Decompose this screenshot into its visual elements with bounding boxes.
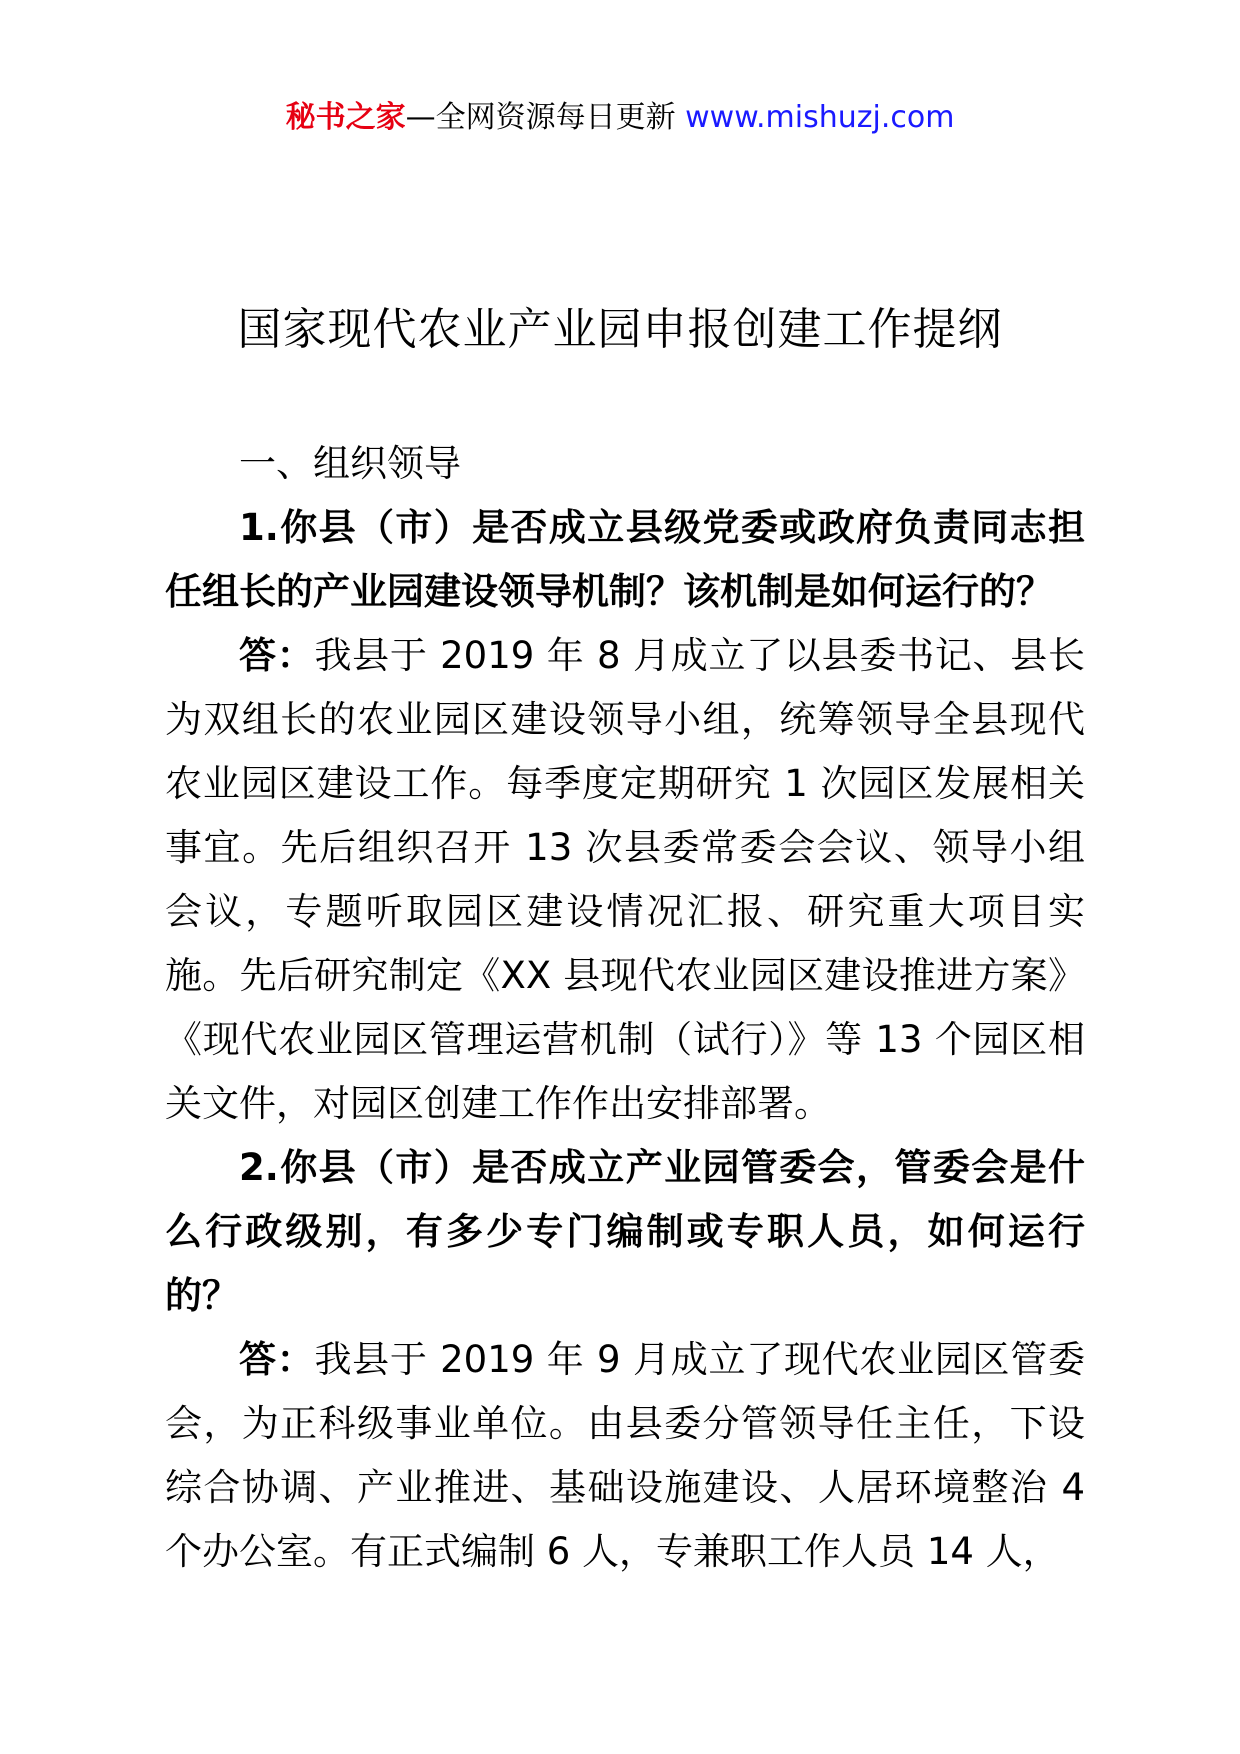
answer-label: 答： (239, 634, 315, 677)
question-2: 2.你县（市）是否成立产业园管委会，管委会是什么行政级别，有多少专门编制或专职人员，如何运行的？ (165, 1146, 1085, 1317)
site-brand: 秘书之家 (285, 100, 406, 135)
answer-label: 答： (239, 1338, 315, 1381)
answer-2 (165, 1328, 1085, 1584)
answer-text: 我县于 2019 年 8 月成立了以县委书记、县长为双组长的农业园区建设领导小组，统筹领导全县现代农业园区建设工作。每季度定期研究 1 次园区发展相关事宜。先后组织召开 13 次县委常委会会议、领导小组会议，专题听取园区建设情况汇报、研究重大项目实施。先后研究制定《XX 县现代农业园区建设推进方案》《现代农业园区管理运营机制（试行）》等 13 个园区相关文件，对园区创建工作作出安排部署。 (165, 634, 1085, 1125)
answer-1 (165, 624, 1085, 1136)
site-tagline: —全网资源每日更新 (405, 100, 676, 135)
site-header (0, 98, 1240, 138)
section-heading: 一、组织领导 (239, 442, 461, 485)
site-url-link[interactable]: www.mishuzj.com (685, 100, 955, 135)
document-title: 国家现代农业产业园申报创建工作提纲 (237, 304, 1003, 355)
question-1: 1.你县（市）是否成立县级党委或政府负责同志担任组长的产业园建设领导机制？该机制是如何运行的？ (165, 506, 1085, 613)
answer-text: 我县于 2019 年 9 月成立了现代农业园区管委会，为正科级事业单位。由县委分管领导任主任，下设综合协调、产业推进、基础设施建设、人居环境整治 4 个办公室。有正式编制 6 人，专兼职工作人员 14 人， (165, 1338, 1085, 1573)
document-body (165, 432, 1085, 1584)
